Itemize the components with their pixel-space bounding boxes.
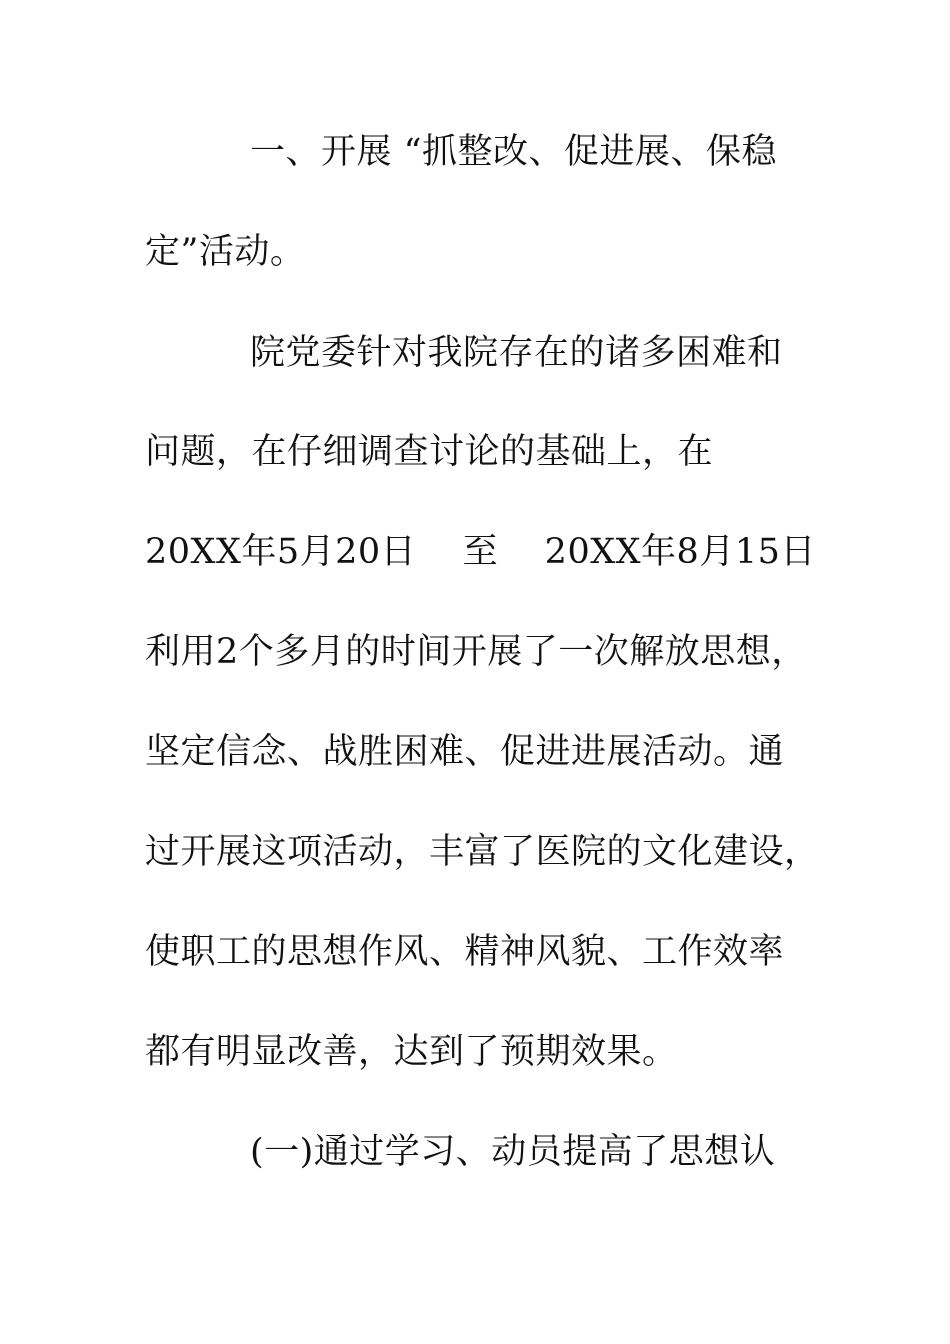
paragraph-line-6: 过开展这项活动，丰富了医院的文化建设， bbox=[145, 832, 820, 872]
paragraph-line-1: 院党委针对我院存在的诸多困难和 bbox=[250, 333, 783, 373]
paragraph-line-4: 利用2个多月的时间开展了一次解放思想， bbox=[145, 632, 807, 672]
paragraph-line-3: 20XX年5月20日 至 20XX年8月15日 bbox=[145, 532, 816, 572]
paragraph-line-5: 坚定信念、战胜困难、促进进展活动。通 bbox=[145, 732, 785, 772]
paragraph-line-2: 问题，在仔细调查讨论的基础上，在 bbox=[145, 432, 714, 472]
subsection-heading-line: (一)通过学习、动员提高了思想认 bbox=[250, 1132, 776, 1172]
paragraph-line-7: 使职工的思想作风、精神风貌、工作效率 bbox=[145, 932, 785, 972]
section-heading-line-1: 一、开展 “抓整改、促进展、保稳 bbox=[250, 132, 778, 172]
paragraph-line-8: 都有明显改善，达到了预期效果。 bbox=[145, 1032, 678, 1072]
section-heading-line-2: 定”活动。 bbox=[145, 232, 306, 272]
